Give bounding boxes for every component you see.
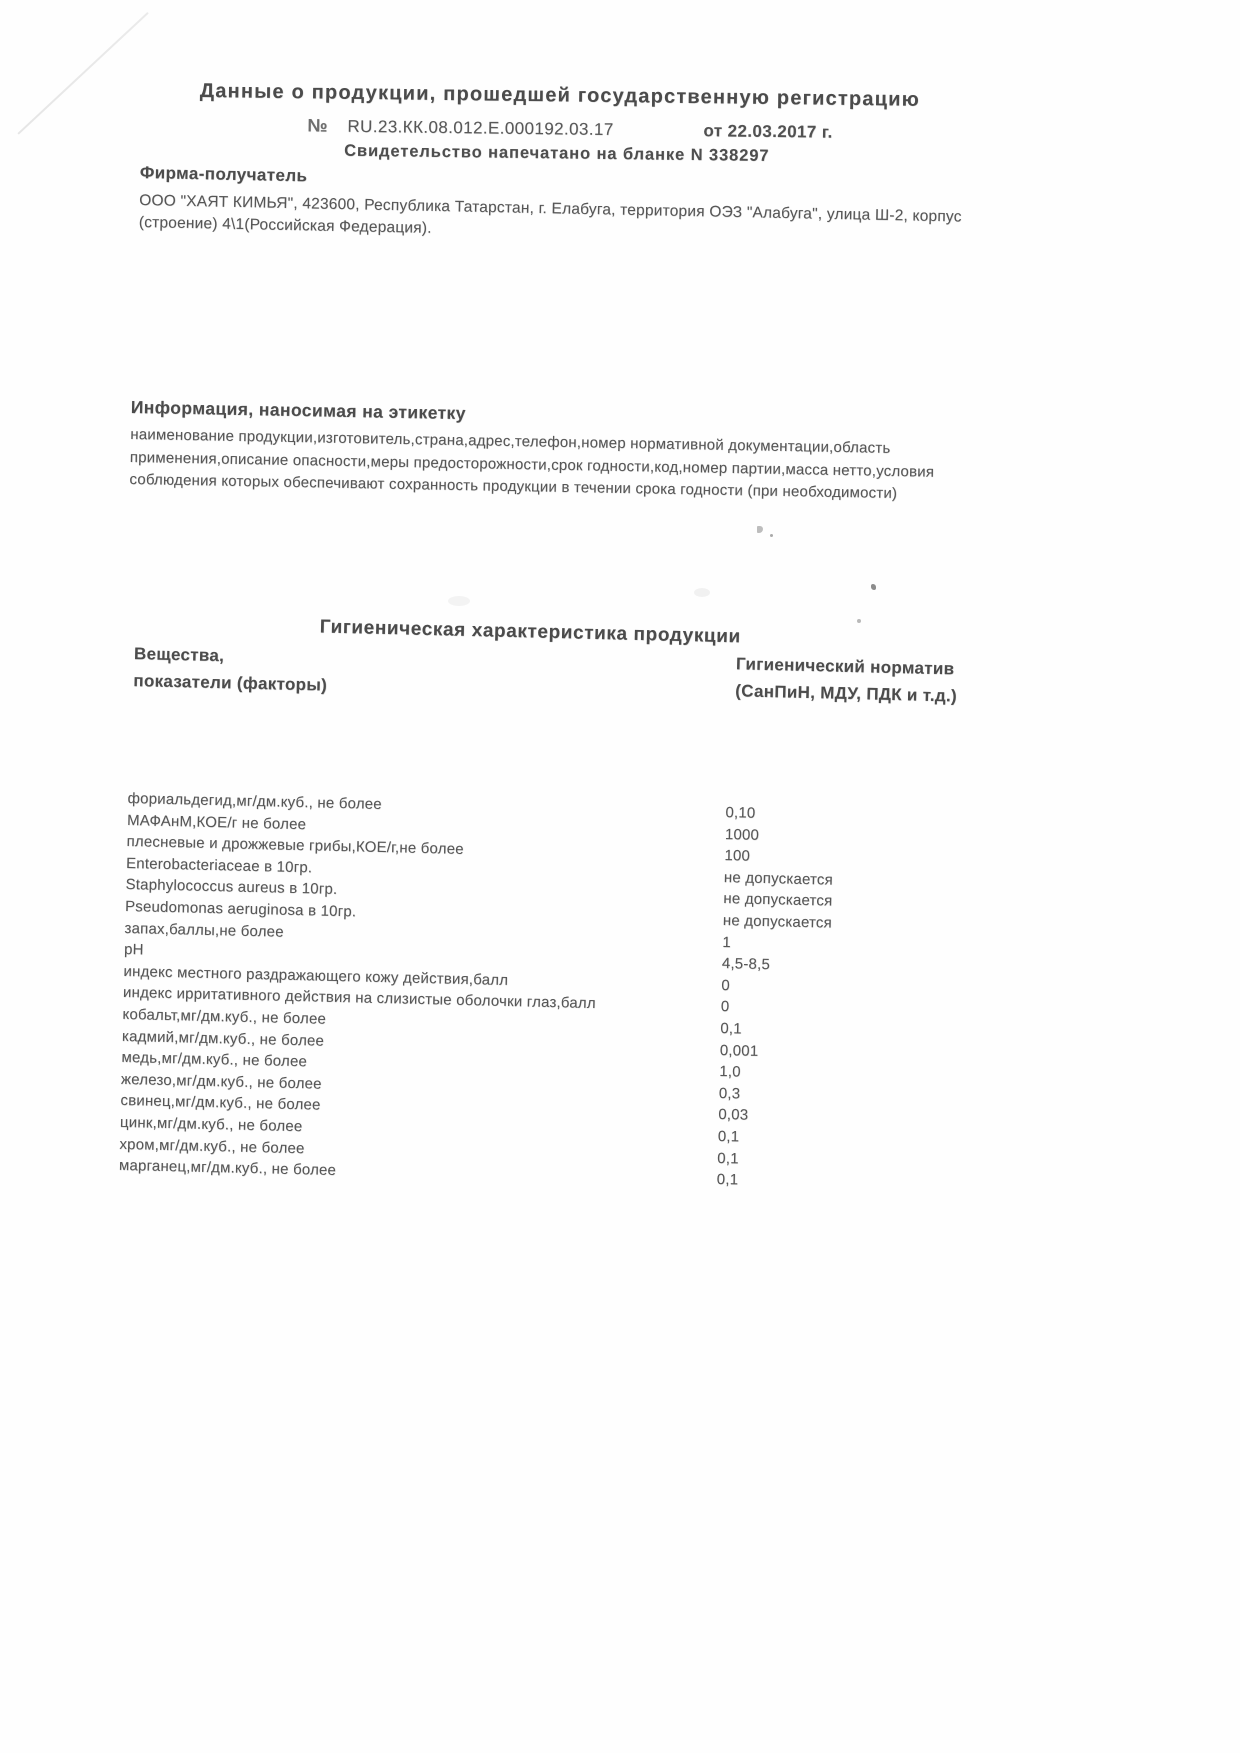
scan-smudge [448, 596, 470, 606]
form-blank-note: Свидетельство напечатано на бланке N 338297 [344, 141, 770, 165]
column-header-substances-line2: показатели (факторы) [133, 671, 328, 695]
recipient-address: ООО "ХАЯТ КИМЬЯ", 423600, Республика Татарстан, г. Елабуга, территория ОЭЗ "Алабуга", улица Ш-2, корпус (строение) 4\1(Российская Федерация). [138, 191, 962, 237]
column-header-substances-line1: Вещества, [133, 644, 225, 666]
substance-label: цинк,мг/дм.куб., не более [119, 1113, 303, 1136]
substance-label: запах,баллы,не более [124, 919, 284, 941]
substance-label: индекс ирритативного действия на слизистые оболочки глаз,балл [122, 984, 596, 1013]
norm-value: не допускается [723, 868, 834, 889]
substance-label: медь,мг/дм.куб., не более [121, 1049, 308, 1071]
column-header-norm-line1: Гигиенический норматив [735, 654, 955, 679]
substance-label: свинец,мг/дм.куб., не более [120, 1092, 321, 1114]
norm-value: 0,1 [717, 1149, 739, 1167]
substance-label: плесневые и дрожжевые грибы,КОЕ/г,не более [126, 833, 464, 859]
substance-label: pH [123, 941, 144, 959]
column-header-norm [735, 650, 958, 709]
substance-label: МАФАнМ,КОЕ/г не более [126, 811, 307, 833]
norm-value: 0,1 [717, 1127, 740, 1146]
norm-value: 4,5-8,5 [721, 955, 771, 974]
norm-value: 100 [724, 847, 751, 865]
hygiene-section [118, 612, 1010, 1189]
scan-crease-line [17, 12, 149, 135]
substance-label: Pseudomonas aeruginosa в 10гр. [124, 897, 357, 921]
substance-label: кобальт,мг/дм.куб., не более [122, 1005, 327, 1028]
document-header [199, 80, 980, 165]
norm-value: 0,1 [716, 1171, 739, 1189]
scan-smudge [694, 588, 710, 597]
label-info-section [129, 397, 1001, 503]
registration-number: RU.23.КК.08.012.Е.000192.03.17 [347, 116, 614, 140]
label-info-heading: Информация, наносимая на этикетку [130, 397, 467, 424]
substance-label: Enterobacteriaceae в 10гр. [125, 854, 313, 877]
registration-number-line [199, 114, 979, 148]
norm-value: не допускается [722, 912, 833, 932]
substance-label: железо,мг/дм.куб., не более [120, 1070, 322, 1093]
scan-speck [770, 534, 773, 537]
norm-value: 1000 [724, 825, 760, 844]
recipient-heading: Фирма-получатель [139, 163, 308, 186]
substance-label: марганец,мг/дм.куб., не более [118, 1156, 337, 1180]
scan-speck [757, 526, 763, 533]
substance-label: хром,мг/дм.куб., не более [119, 1135, 305, 1157]
number-sign: № [307, 115, 328, 136]
substance-label: кадмий,мг/дм.куб., не более [121, 1027, 325, 1050]
norm-value: 0,1 [720, 1019, 742, 1038]
column-header-norm-line2: (СанПиН, МДУ, ПДК и т.д.) [735, 681, 958, 706]
label-info-body: наименование продукции,изготовитель,страна,адрес,телефон,номер нормативной документации,область применения,описание опасности,меры предосторожности,срок годности,код,номер партии,масса нетто,условия соблюдения которых обеспечивают сохранность продукции в течении срока годности (при необходимости) [129, 425, 935, 503]
norm-value: 0,10 [725, 804, 756, 822]
substance-label: Staphylococcus aureus в 10гр. [125, 876, 338, 899]
norm-value: 1 [722, 933, 732, 951]
scan-speck [871, 584, 876, 590]
norm-value: 0,3 [718, 1084, 741, 1103]
norm-value: 0,001 [719, 1041, 759, 1060]
column-header-substances [133, 640, 328, 699]
norm-value: не допускается [723, 890, 833, 911]
hygiene-table [119, 788, 1006, 1197]
scan-speck [857, 619, 861, 623]
hygiene-heading: Гигиеническая характеристика продукции [319, 616, 742, 648]
substance-label: индекс местного раздражающего кожу действия,балл [123, 962, 509, 989]
recipient-section [138, 163, 1010, 237]
norm-value: 1,0 [719, 1063, 741, 1081]
substance-label: фориальдегид,мг/дм.куб., не более [127, 789, 383, 813]
document-title: Данные о продукции, прошедшей государственную регистрацию [199, 80, 921, 111]
norm-value: 0 [720, 998, 730, 1016]
norm-value: 0 [721, 976, 731, 994]
registration-date: от 22.03.2017 г. [703, 121, 833, 142]
norm-value: 0,03 [718, 1106, 749, 1125]
